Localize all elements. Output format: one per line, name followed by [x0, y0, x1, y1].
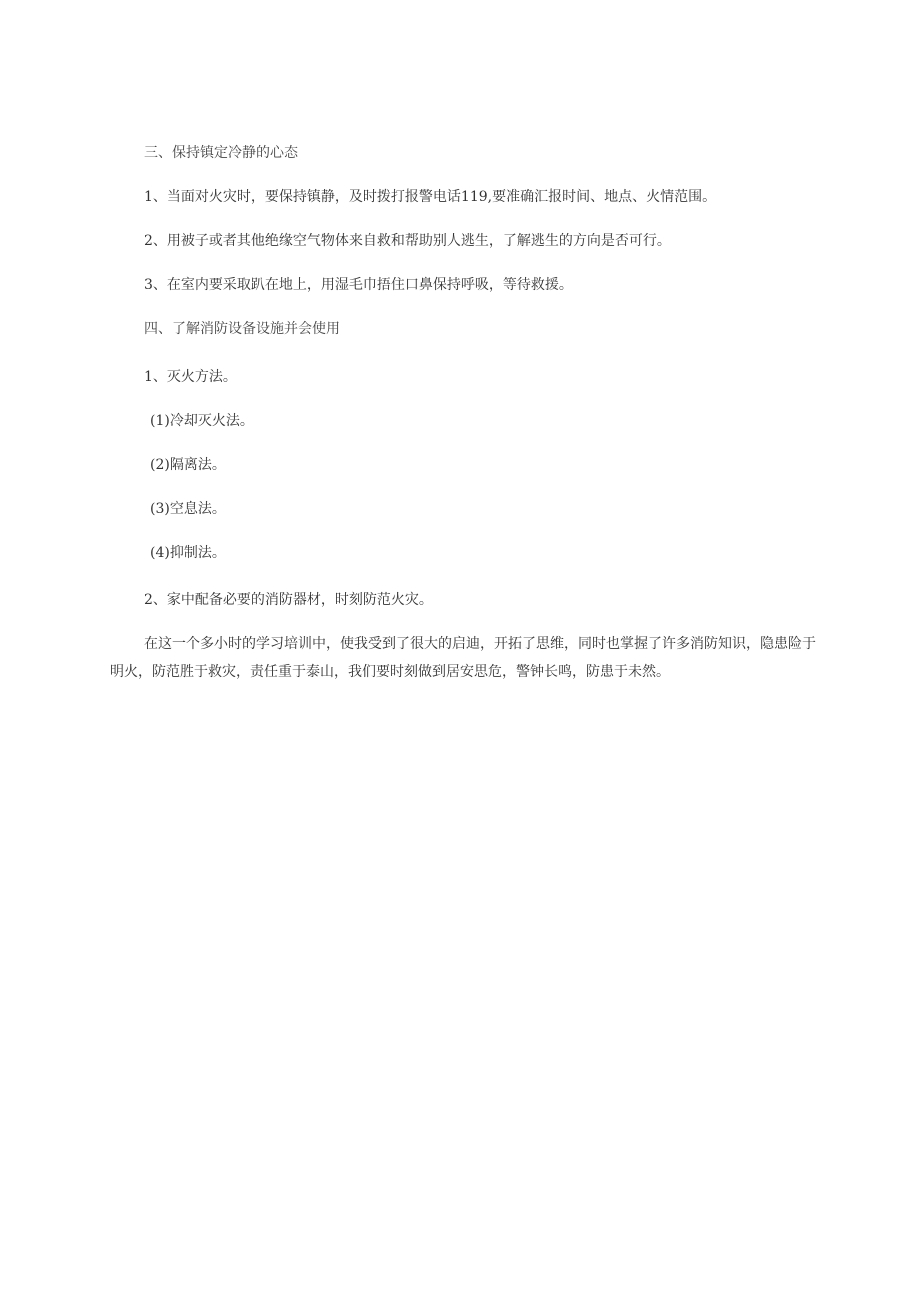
- list-item: 2、用被子或者其他绝缘空气物体来自救和帮助别人逃生，了解逃生的方向是否可行。: [144, 233, 671, 249]
- sub-list-item: (3)空息法。: [150, 501, 226, 517]
- list-item: 1、当面对火灾时，要保持镇静，及时拨打报警电话119,要准确汇报时间、地点、火情范围。: [144, 189, 717, 205]
- conclusion-paragraph: 在这一个多小时的学习培训中，使我受到了很大的启迪，开拓了思维，同时也掌握了许多消防知识，隐患险于明火，防范胜于救灾，责任重于泰山，我们要时刻做到居安思危，警钟长鸣，防患于未然。: [110, 636, 816, 680]
- section-heading-3: 三、保持镇定冷静的心态: [144, 145, 298, 161]
- list-item: 2、家中配备必要的消防器材，时刻防范火灾。: [144, 592, 433, 608]
- list-item: 1、灭火方法。: [144, 369, 237, 385]
- section-heading-4: 四、了解消防设备设施并会使用: [144, 321, 340, 337]
- list-item: 3、在室内要采取趴在地上，用湿毛巾捂住口鼻保持呼吸，等待救援。: [144, 277, 573, 293]
- sub-list-item: (1)冷却灭火法。: [150, 413, 254, 429]
- sub-list-item: (2)隔离法。: [150, 457, 226, 473]
- sub-list-item: (4)抑制法。: [150, 545, 226, 561]
